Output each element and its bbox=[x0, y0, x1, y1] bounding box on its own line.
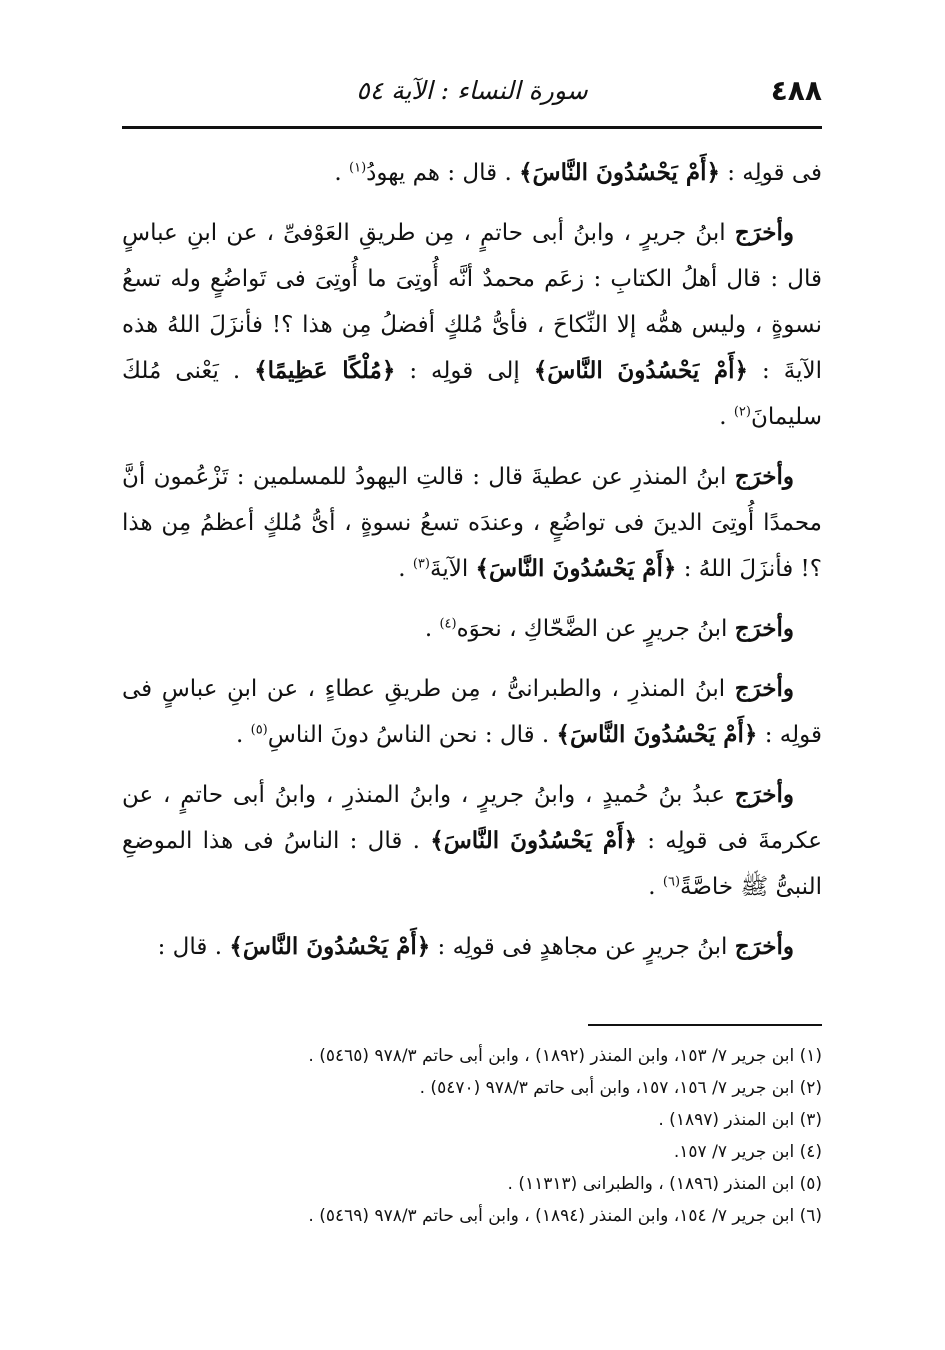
lead-word: وأخرَج bbox=[734, 933, 794, 960]
footnotes bbox=[122, 1040, 822, 1232]
lead-word: وأخرَج bbox=[734, 219, 794, 246]
paragraph bbox=[122, 454, 822, 592]
text-run: . bbox=[334, 160, 350, 186]
text-run: ابنُ جريرٍ عن مجاهدٍ فى قولِه : bbox=[430, 934, 735, 960]
footnote-ref: (٦) bbox=[662, 874, 681, 890]
text-run: . يَعْنى مُلكَ سليمانَ bbox=[122, 358, 822, 430]
page-header bbox=[122, 68, 822, 120]
lead-word: وأخرَج bbox=[734, 463, 794, 490]
footnote: (٦) ابن جرير ٧/ ١٥٤، وابن المنذر (١٨٩٤) ، وابن أبى حاتم ٩٧٨/٣ (٥٤٦٩) . bbox=[308, 1206, 822, 1226]
footnote: (٢) ابن جرير ٧/ ١٥٦، ١٥٧، وابن أبى حاتم ٩٧٨/٣ (٥٤٧٠) . bbox=[419, 1078, 822, 1098]
text-run: . bbox=[424, 616, 440, 642]
footnote: (٤) ابن جرير ٧/ ١٥٧. bbox=[673, 1142, 822, 1162]
text-run: . bbox=[648, 874, 663, 900]
paragraph bbox=[122, 666, 822, 758]
text-run: . bbox=[719, 404, 734, 430]
footnote-ref: (٢) bbox=[733, 404, 751, 420]
lead-word: وأخرَج bbox=[734, 675, 794, 702]
footnote: (١) ابن جرير ٧/ ١٥٣، وابن المنذر (١٨٩٢) ، وابن أبى حاتم ٩٧٨/٣ (٥٤٦٥) . bbox=[308, 1046, 822, 1066]
page-number: ٤٨٨ bbox=[770, 74, 822, 107]
quran-quote: ﴿مُلْكًا عَظِيمًا﴾ bbox=[254, 357, 396, 384]
paragraph bbox=[122, 150, 822, 196]
main-text bbox=[122, 150, 822, 984]
text-run: ابنُ المنذرِ ، والطبرانىُّ ، مِن طريقِ عطاءٍ ، عن ابنِ عباسٍ فى قولِه : bbox=[122, 676, 822, 748]
footnote-ref: (٣) bbox=[412, 556, 430, 572]
text-run: الآيةَ bbox=[429, 556, 476, 582]
text-run: . قال : نحن الناسُ دونَ الناسِ bbox=[267, 722, 557, 748]
footnote: (٣) ابن المنذر (١٨٩٧) . bbox=[658, 1110, 822, 1130]
text-run: . bbox=[398, 556, 413, 582]
quran-quote: ﴿أَمْ يَحْسُدُونَ النَّاسَ﴾ bbox=[556, 721, 758, 748]
footnote: (٥) ابن المنذر (١٨٩٦) ، والطبرانى (١١٣١٣) . bbox=[507, 1174, 822, 1194]
text-run: . قال : هم يهودُ bbox=[366, 160, 520, 186]
text-run: ابنُ المنذرِ عن عطيةَ قال : قالتِ اليهودُ للمسلمين : تَزْعُمون أنَّ محمدًا أُوتِىَ الدينَ فى تواضُعٍ ، وعندَه تسعُ نسوةٍ ، أىُّ مُلكٍ أعظمُ مِن هذا ؟! فأنزَلَ اللهُ : bbox=[122, 464, 822, 582]
footnote-ref: (٤) bbox=[439, 616, 457, 632]
text-run: . قال : bbox=[157, 934, 230, 960]
text-run: فى قولِه : bbox=[719, 160, 822, 186]
text-run: . قال : الناسُ فى هذا الموضعِ النبىُّ ﷺ خاصَّةً bbox=[122, 828, 822, 900]
quran-quote: ﴿أَمْ يَحْسُدُونَ النَّاسَ﴾ bbox=[229, 933, 431, 960]
lead-word: وأخرَج bbox=[734, 615, 794, 642]
text-run: إلى قولِه : bbox=[395, 358, 534, 384]
paragraph bbox=[122, 606, 822, 652]
footnote-ref: (١) bbox=[349, 160, 367, 176]
lead-word: وأخرَج bbox=[734, 781, 794, 808]
paragraph bbox=[122, 924, 822, 970]
header-rule bbox=[122, 126, 822, 129]
footnote-separator bbox=[588, 1024, 822, 1026]
footnote-ref: (٥) bbox=[250, 722, 268, 738]
text-run: ابنُ جريرٍ عن الضَّحّاكِ ، نحوَه bbox=[456, 616, 735, 642]
text-run: ابنُ جريرٍ ، وابنُ أبى حاتمٍ ، مِن طريقِ العَوْفىِّ ، عن ابنِ عباسٍ قال : قال أهلُ الكتابِ : زعَم محمدٌ أنَّه أُوتِىَ ما أُوتِىَ فى تَواضُعٍ وله تسعُ نسوةٍ ، وليس همُّه إلا النِّكاحَ ، فأىُّ مُلكٍ أفضلُ مِن هذا ؟! فأنزَلَ اللهُ هذه الآيةَ : bbox=[122, 220, 822, 384]
quran-quote: ﴿أَمْ يَحْسُدُونَ النَّاسَ﴾ bbox=[430, 827, 638, 854]
quran-quote: ﴿أَمْ يَحْسُدُونَ النَّاسَ﴾ bbox=[533, 357, 749, 384]
paragraph bbox=[122, 210, 822, 440]
quran-quote: ﴿أَمْ يَحْسُدُونَ النَّاسَ﴾ bbox=[519, 159, 720, 186]
paragraph bbox=[122, 772, 822, 910]
text-run: . bbox=[235, 722, 251, 748]
quran-quote: ﴿أَمْ يَحْسُدُونَ النَّاسَ﴾ bbox=[475, 555, 677, 582]
text-run: عبدُ بنُ حُميدٍ ، وابنُ جريرٍ ، وابنُ المنذرِ ، وابنُ أبى حاتمٍ ، عن عكرمةَ فى قولِه : bbox=[122, 782, 823, 854]
running-title: سورة النساء : الآية ٥٤ bbox=[356, 76, 588, 105]
